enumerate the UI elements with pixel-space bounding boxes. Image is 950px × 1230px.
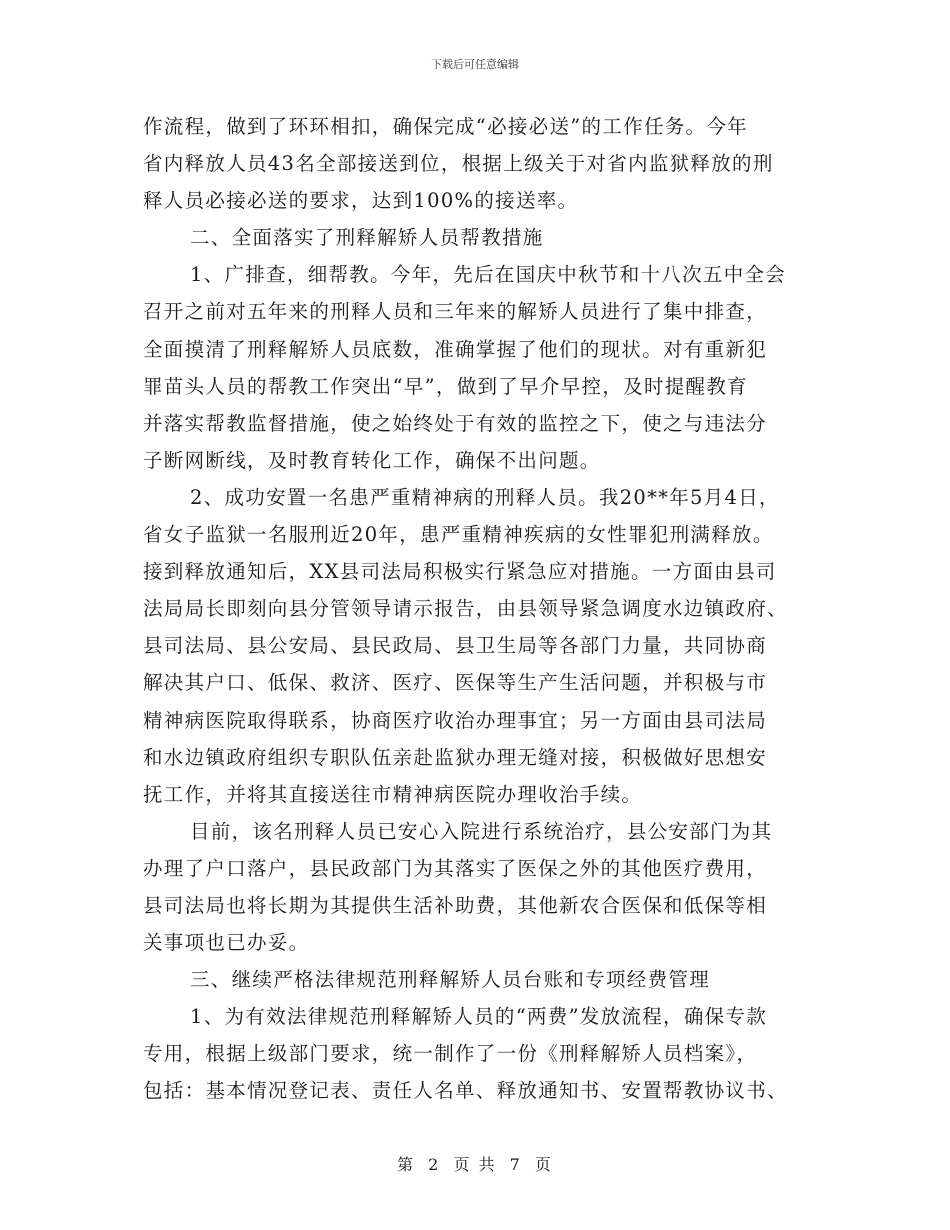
text-line: 关事项也已办妥。 <box>143 931 310 955</box>
text-line: 省内释放人员43名全部接送到位，根据上级关于对省内监狱释放的刑 <box>143 152 774 176</box>
text-line: 法局局长即刻向县分管领导请示报告，由县领导紧急调度水边镇政府、 <box>143 597 788 621</box>
footer-middle: 页 共 <box>453 1155 497 1174</box>
text-line: 办理了户口落户，县民政部门为其落实了医保之外的其他医疗费用， <box>143 856 768 880</box>
text-line: 抚工作，并将其直接送往市精神病医院办理收治手续。 <box>143 782 643 806</box>
text-line: 解决其户口、低保、救济、医疗、医保等生产生活问题，并积极与市 <box>143 671 768 695</box>
text-line: 县司法局也将长期为其提供生活补助费，其他新农合医保和低保等相 <box>143 893 768 917</box>
text-line: 并落实帮教监督措施，使之始终处于有效的监控之下，使之与违法分 <box>143 411 768 435</box>
page-footer <box>0 1152 950 1175</box>
text-line: 三、继续严格法律规范刑释解矫人员台账和专项经费管理 <box>190 968 711 992</box>
text-line: 二、全面落实了刑释解矫人员帮教措施 <box>190 226 544 250</box>
text-line: 作流程，做到了环环相扣，确保完成“必接必送”的工作任务。今年 <box>143 115 748 138</box>
text-line: 罪苗头人员的帮教工作突出“早”，做到了早介早控，及时提醒教育 <box>143 374 748 398</box>
footer-page-number: 2 <box>428 1155 441 1174</box>
text-line: 目前，该名刑释人员已安心入院进行系统治疗，县公安部门为其 <box>190 819 773 843</box>
text-line: 省女子监狱一名服刑近20年，患严重精神疾病的女性罪犯刑满释放。 <box>143 523 774 547</box>
footer-suffix: 页 <box>534 1155 553 1174</box>
text-line: 接到释放通知后，XX县司法局积极实行紧急应对措施。一方面由县司 <box>143 560 777 584</box>
header-note: 下载后可任意编辑 <box>431 58 519 71</box>
text-line: 和水边镇政府组织专职队伍亲赴监狱办理无缝对接，积极做好思想安 <box>143 745 768 769</box>
text-line: 专用，根据上级部门要求，统一制作了一份《刑释解矫人员档案》， <box>143 1042 758 1066</box>
body-text <box>143 108 808 1110</box>
text-line: 包括：基本情况登记表、责任人名单、释放通知书、安置帮教协议书、 <box>143 1079 788 1103</box>
text-line: 县司法局、县公安局、县民政局、县卫生局等各部门力量，共同协商 <box>143 634 768 658</box>
footer-total-pages: 7 <box>509 1155 522 1174</box>
text-line: 2、成功安置一名患严重精神病的刑释人员。我20**年5月4日， <box>190 485 780 509</box>
text-line: 1、广排查，细帮教。今年，先后在国庆中秋节和十八次五中全会 <box>190 263 787 287</box>
footer-prefix: 第 <box>397 1155 416 1174</box>
text-line: 释人员必接必送的要求，达到100%的接送率。 <box>143 189 579 213</box>
text-line: 全面摸清了刑释解矫人员底数，准确掌握了他们的现状。对有重新犯 <box>143 337 768 361</box>
text-line: 子断网断线，及时教育转化工作，确保不出问题。 <box>143 448 601 472</box>
text-line: 召开之前对五年来的刑释人员和三年来的解矫人员进行了集中排查， <box>143 300 768 324</box>
text-line: 1、为有效法律规范刑释解矫人员的“两费”发放流程，确保专款 <box>190 1005 768 1029</box>
text-line: 精神病医院取得联系，协商医疗收治办理事宜；另一方面由县司法局 <box>143 708 768 732</box>
